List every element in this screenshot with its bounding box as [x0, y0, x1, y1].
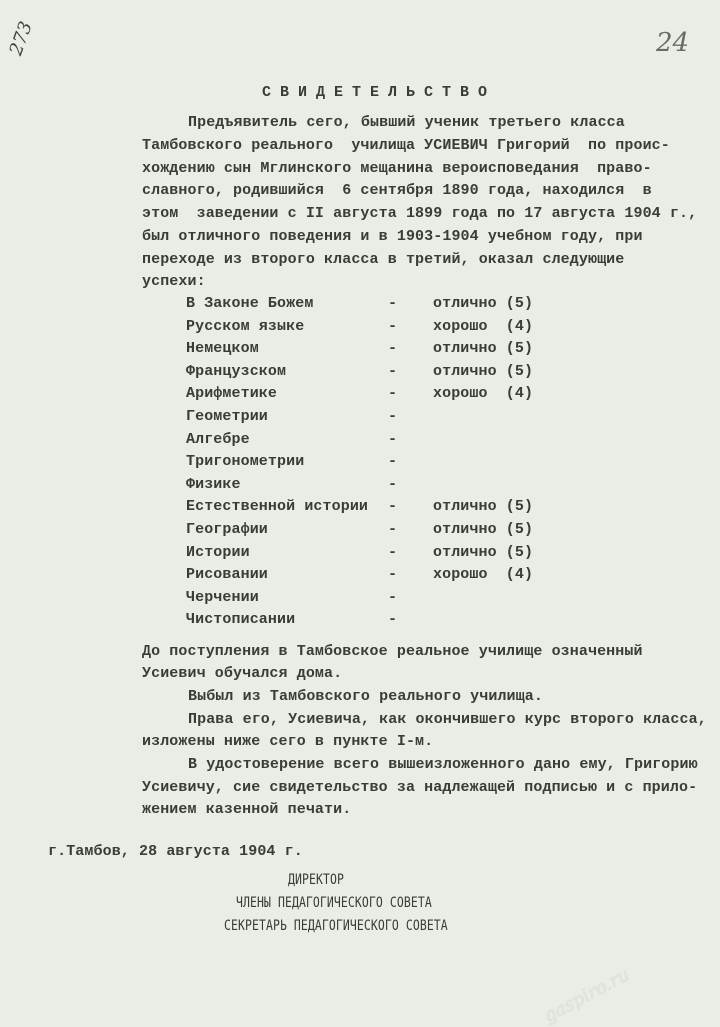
- grade-subject: Естественной истории: [186, 498, 369, 516]
- intro-line: Предъявитель сего, бывший ученик третьего класса: [188, 114, 625, 131]
- closing-line: жением казенной печати.: [142, 801, 352, 818]
- grade-value: отлично (5): [433, 498, 534, 516]
- grade-dash: -: [388, 340, 398, 358]
- closing-line: Усиевичу, сие свидетельство за надлежащей подписью и с прило-: [142, 779, 698, 796]
- grade-dash: -: [388, 566, 398, 584]
- grade-subject: Черчении: [186, 588, 259, 606]
- closing-line: Выбыл из Тамбовского реального училища.: [188, 688, 543, 705]
- grade-subject: Немецком: [186, 340, 259, 358]
- grade-value: отлично (5): [433, 295, 534, 312]
- place-date: г.Тамбов, 28 августа 1904 г.: [48, 843, 303, 860]
- grade-subject: Физике: [186, 475, 241, 493]
- grade-dash: -: [388, 611, 398, 629]
- grade-value: отлично (5): [433, 362, 534, 380]
- intro-line: этом заведении с II августа 1899 года по 17 августа 1904 г.,: [142, 205, 698, 222]
- grade-dash: -: [388, 408, 398, 425]
- closing-line: изложены ниже сего в пункте I-м.: [142, 733, 434, 750]
- grade-subject: Арифметике: [186, 385, 278, 403]
- intro-line: хождению сын Мглинского мещанина вероисповедания право-: [142, 160, 652, 177]
- grade-dash: -: [388, 543, 398, 561]
- page-number-annotation: 24: [656, 28, 690, 58]
- grade-dash: -: [388, 295, 398, 312]
- grade-dash: -: [388, 362, 398, 380]
- grade-subject: Тригонометрии: [186, 453, 305, 471]
- signature-council-secretary: СЕКРЕТАРЬ ПЕДАГОГИЧЕСКОГО СОВЕТА: [224, 918, 448, 934]
- grade-dash: -: [388, 475, 398, 493]
- grade-dash: -: [388, 430, 398, 448]
- grade-dash: -: [388, 385, 398, 403]
- grade-subject: Геометрии: [186, 408, 268, 425]
- closing-line: Усиевич обучался дома.: [142, 665, 343, 682]
- grade-dash: -: [388, 588, 398, 606]
- grade-value: отлично (5): [433, 543, 534, 561]
- grade-subject: Французском: [186, 362, 287, 380]
- grade-value: хорошо (4): [433, 385, 534, 403]
- grade-dash: -: [388, 521, 398, 538]
- grade-subject: Русском языке: [186, 317, 305, 335]
- intro-line: успехи:: [142, 273, 206, 290]
- signature-director: ДИРЕКТОР: [288, 872, 344, 888]
- intro-line: Тамбовского реального училища УСИЕВИЧ Григорий по проис-: [142, 137, 670, 154]
- grade-value: хорошо (4): [433, 566, 534, 584]
- archive-number-annotation: 273: [5, 18, 37, 59]
- grade-subject: Рисовании: [186, 566, 268, 584]
- grade-value: отлично (5): [433, 521, 534, 538]
- intro-line: переходе из второго класса в третий, оказал следующие: [142, 251, 625, 268]
- document-title: СВИДЕТЕЛЬСТВО: [262, 84, 497, 101]
- grade-dash: -: [388, 317, 398, 335]
- grade-dash: -: [388, 453, 398, 471]
- grade-subject: Чистописании: [186, 611, 296, 629]
- closing-line: Права его, Усиевича, как окончившего курс второго класса,: [188, 711, 707, 728]
- signature-council-members: ЧЛЕНЫ ПЕДАГОГИЧЕСКОГО СОВЕТА: [236, 895, 432, 911]
- closing-line: До поступления в Тамбовское реальное училище означенный: [142, 643, 643, 660]
- grade-subject: Истории: [186, 543, 250, 561]
- grade-value: хорошо (4): [433, 317, 534, 335]
- intro-line: был отличного поведения и в 1903-1904 учебном году, при: [142, 228, 643, 245]
- grade-dash: -: [388, 498, 398, 516]
- grade-subject: Алгебре: [186, 430, 250, 448]
- grade-subject: Географии: [186, 521, 268, 538]
- closing-line: В удостоверение всего вышеизложенного дано ему, Григорию: [188, 756, 698, 773]
- grade-subject: В Законе Божем: [186, 295, 314, 312]
- watermark: gaspiro.ru: [540, 964, 634, 1027]
- intro-line: славного, родившийся 6 сентября 1890 года, находился в: [142, 182, 652, 199]
- grade-value: отлично (5): [433, 340, 534, 358]
